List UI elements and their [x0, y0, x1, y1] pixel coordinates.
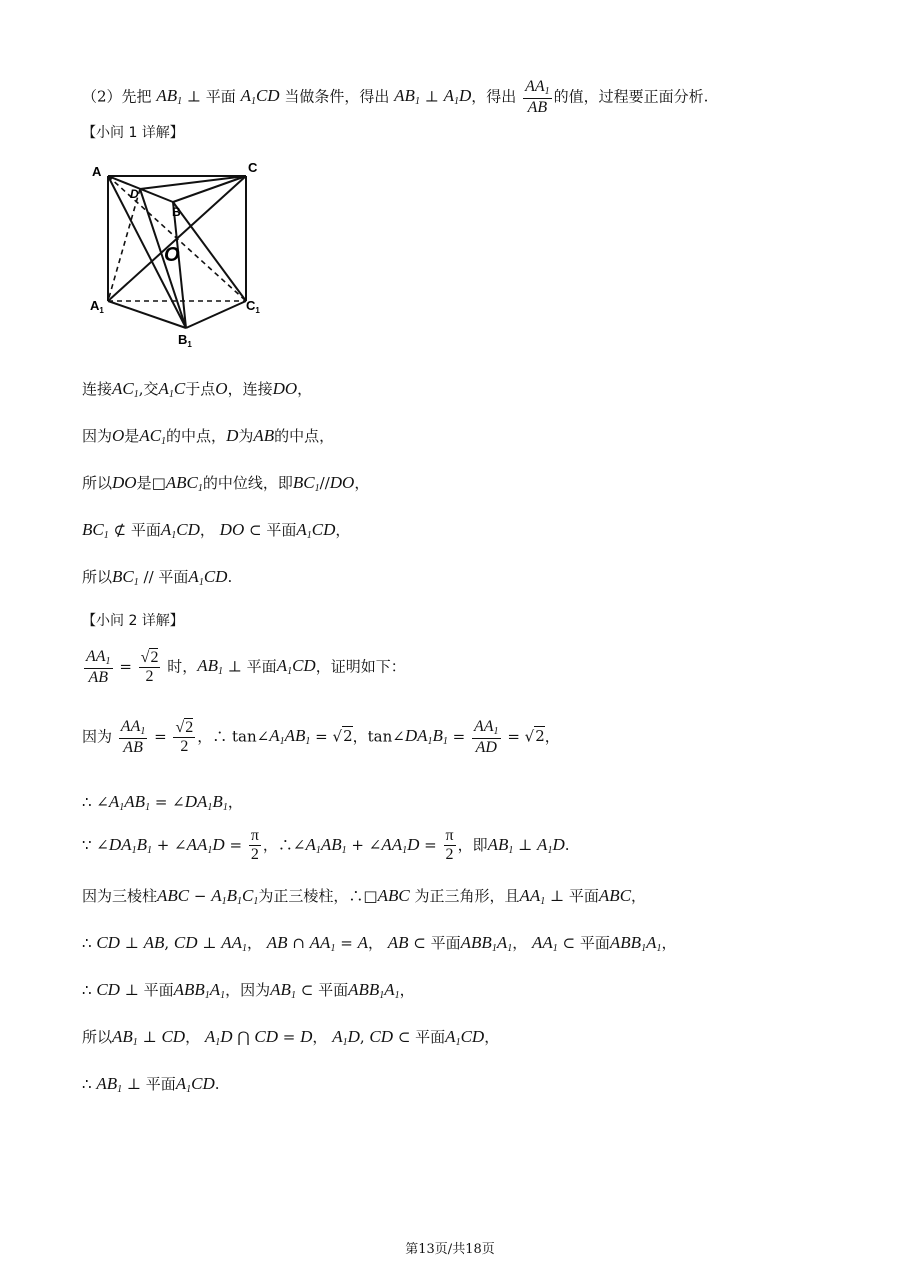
sol2-line5: 因为三棱柱ABC − $A_1B_1C_1$为正三棱柱，∴□ABC 为正三角形，且$AA_1$ ⊥ 平面ABC，: [82, 886, 647, 907]
ratio-aa1-ab: $\frac{AA_1}{AB}$: [525, 78, 550, 116]
sol2-line4: ∵ $\angle DA_1B_1$ + $\angle AA_1D$ = $\frac{\pi}{2}$ ，$\therefore\angle A_1AB_1$ + $\angle AA_1D$ = $\frac{\pi}{2}$ ，即$AB_1$ ⊥ $A_1D$.: [82, 827, 570, 864]
label-c1: $C_1$: [246, 298, 260, 315]
section-heading-2: 【小问 2 详解】: [82, 613, 184, 629]
sol2-line3: ∴ $\angle A_1AB_1$ = $\angle DA_1B_1$，: [82, 792, 243, 813]
label-o: O: [164, 244, 180, 266]
sol2-line7: ∴ CD ⊥ 平面$ABB_1A_1$，因为$AB_1$ ⊂ 平面$ABB_1A_1$，: [82, 980, 415, 1001]
prism-figure: [88, 158, 270, 352]
page-footer: 第13页/共18页: [405, 1242, 495, 1257]
sol1-line1: 连接$AC_1$,交$A_1C$于点O，连接DO，: [82, 379, 313, 400]
sol2-line8: 所以$AB_1$ ⊥ CD， $A_1D$ ⋂ CD = D， $A_1D$, CD ⊂ 平面$A_1CD$，: [82, 1027, 500, 1048]
label-b: B: [172, 205, 181, 219]
sol2-line1: $\frac{AA_1}{AB}$ = $\frac{√2}{2}$ 时，$AB_1$ ⊥ 平面$A_1CD$，证明如下：: [86, 648, 406, 686]
sol1-line3: 所以DO是$□ABC_1$的中位线，即$BC_1//DO$，: [82, 473, 370, 494]
label-a: A: [92, 164, 102, 179]
sol1-line5: 所以$BC_1$ // 平面$A_1CD$.: [82, 567, 233, 588]
sol2-line2: 因为 $\frac{AA_1}{AB}$ = $\frac{√2}{2}$ ，∴ $\tan\angle A_1AB_1 = √2$，$\tan\angle DA_1B_1$ = $\frac{AA_1}{AD}$ = √2，: [82, 718, 560, 756]
label-a1: $A_1$: [90, 298, 104, 315]
label-c: C: [248, 160, 258, 175]
sol2-line6: ∴ CD ⊥ AB, CD ⊥ $AA_1$， AB ∩ $AA_1 = A$， AB ⊂ 平面$ABB_1A_1$， $AA_1$ ⊂ 平面$ABB_1A_1$，: [82, 933, 677, 954]
sol2-line9: ∴ $AB_1$ ⊥ 平面$A_1CD$.: [82, 1074, 220, 1095]
label-d: D: [130, 187, 139, 201]
sol1-line4: $BC_1$ ⊄ 平面$A_1CD$， DO ⊂ 平面$A_1CD$，: [82, 520, 351, 541]
label-b1: $B_1$: [178, 332, 192, 349]
sol1-line2: 因为O是$AC_1$的中点，D为AB的中点，: [82, 426, 335, 447]
section-heading-1: 【小问 1 详解】: [82, 125, 184, 141]
part2-hint: （2）先把 $AB_1$ ⊥ 平面 $A_1CD$ 当做条件，得出 $AB_1$ ⊥ $A_1D$，得出 $\frac{AA_1}{AB}$ 的值，过程要正面分析.: [82, 78, 709, 116]
